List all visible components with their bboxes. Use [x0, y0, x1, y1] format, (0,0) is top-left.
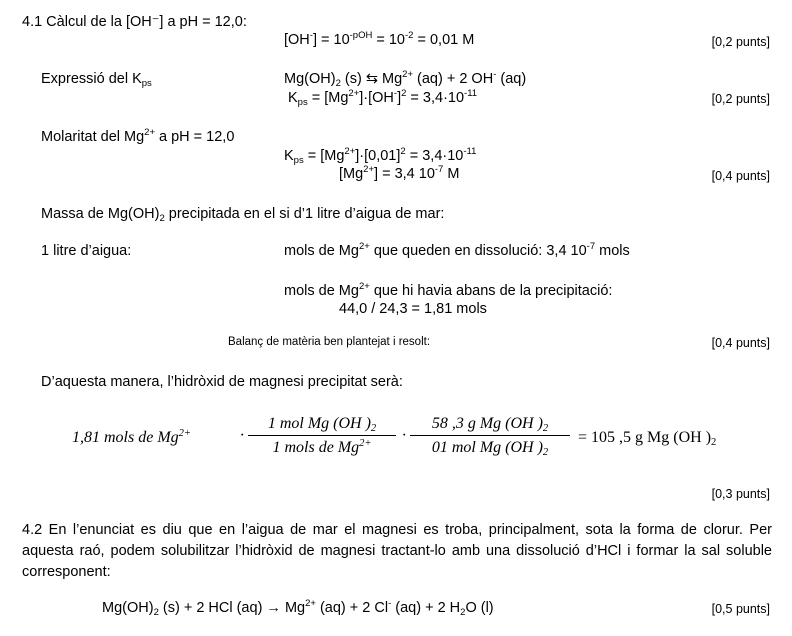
points-label: [0,5 punts]: [711, 602, 770, 616]
conclusion-text: D’aquesta manera, l’hidròxid de magnesi precipitat serà:: [41, 374, 403, 390]
kps-expression: $K_{ps} = [Mg^{2+}]\cdot[OH^-]^2 = 3,4\cdot 10^{-11}$: [288, 88, 478, 108]
section-4-1-heading: 4.1 Càlcul de la [OH⁻] a pH = 12,0:: [22, 14, 247, 30]
oh-concentration-equation: $[OH^-] = 10^{-pOH} = 10^{-2} = 0,01$ M: [284, 30, 475, 48]
points-label: [0,2 punts]: [711, 92, 770, 106]
section-4-2-paragraph: 4.2 En l’enunciat es diu que en l’aigua de mar el magnesi es troba, principalment, sota la forma de clorur. Per aquesta raó, podem solubilitzar l’hidròxid de magnesi tractant-lo amb una dissolució d’HCl i formar la sal soluble corresponent:: [22, 522, 772, 580]
points-label: [0,4 punts]: [711, 336, 770, 350]
balance-note: Balanç de matèria ben plantejat i resolt:: [228, 336, 431, 348]
mass-heading: Massa de $Mg(OH)_2$ precipitada en el si d’1 litre d’aigua de mar:: [41, 206, 445, 224]
molarity-label: Molaritat del $Mg^{2+}$ a pH = 12,0: [41, 127, 235, 145]
dissolution-reaction: $Mg(OH)_2$ (s) ⇆ $Mg^{2+}$ (aq) + 2 OH- (aq): [284, 69, 527, 89]
points-label: [0,2 punts]: [711, 35, 770, 49]
hcl-reaction: $Mg(OH)_2$ (s) + 2 HCl $(aq) \to Mg^{2+}$ (aq) + 2 Cl- (aq) + 2 $H_2O$ (l): [102, 598, 494, 618]
litre-label: 1 litre d’aigua:: [41, 243, 132, 259]
kps-expression-label: Expressió del $K_{ps}$: [41, 71, 152, 89]
points-label: [0,4 punts]: [711, 169, 770, 183]
mols-before: mols de $Mg^{2+}$ que hi havia abans de la precipitació:: [284, 281, 613, 299]
mols-calculation: 44,0 / 24,3 = 1,81 mols: [339, 301, 487, 317]
kps-substituted: $K_{ps} = [Mg^{2+}]\cdot[0,01]^2 = 3,4\cdot 10^{-11}$: [284, 146, 477, 166]
mols-remaining: mols de $Mg^{2+}$ que queden en dissolució: 3,4 $10^{-7}$ mols: [284, 241, 630, 259]
points-label: [0,3 punts]: [711, 487, 770, 501]
mg-concentration: $[Mg^{2+}] = 3,4$ $10^{-7}$ M: [339, 164, 460, 182]
